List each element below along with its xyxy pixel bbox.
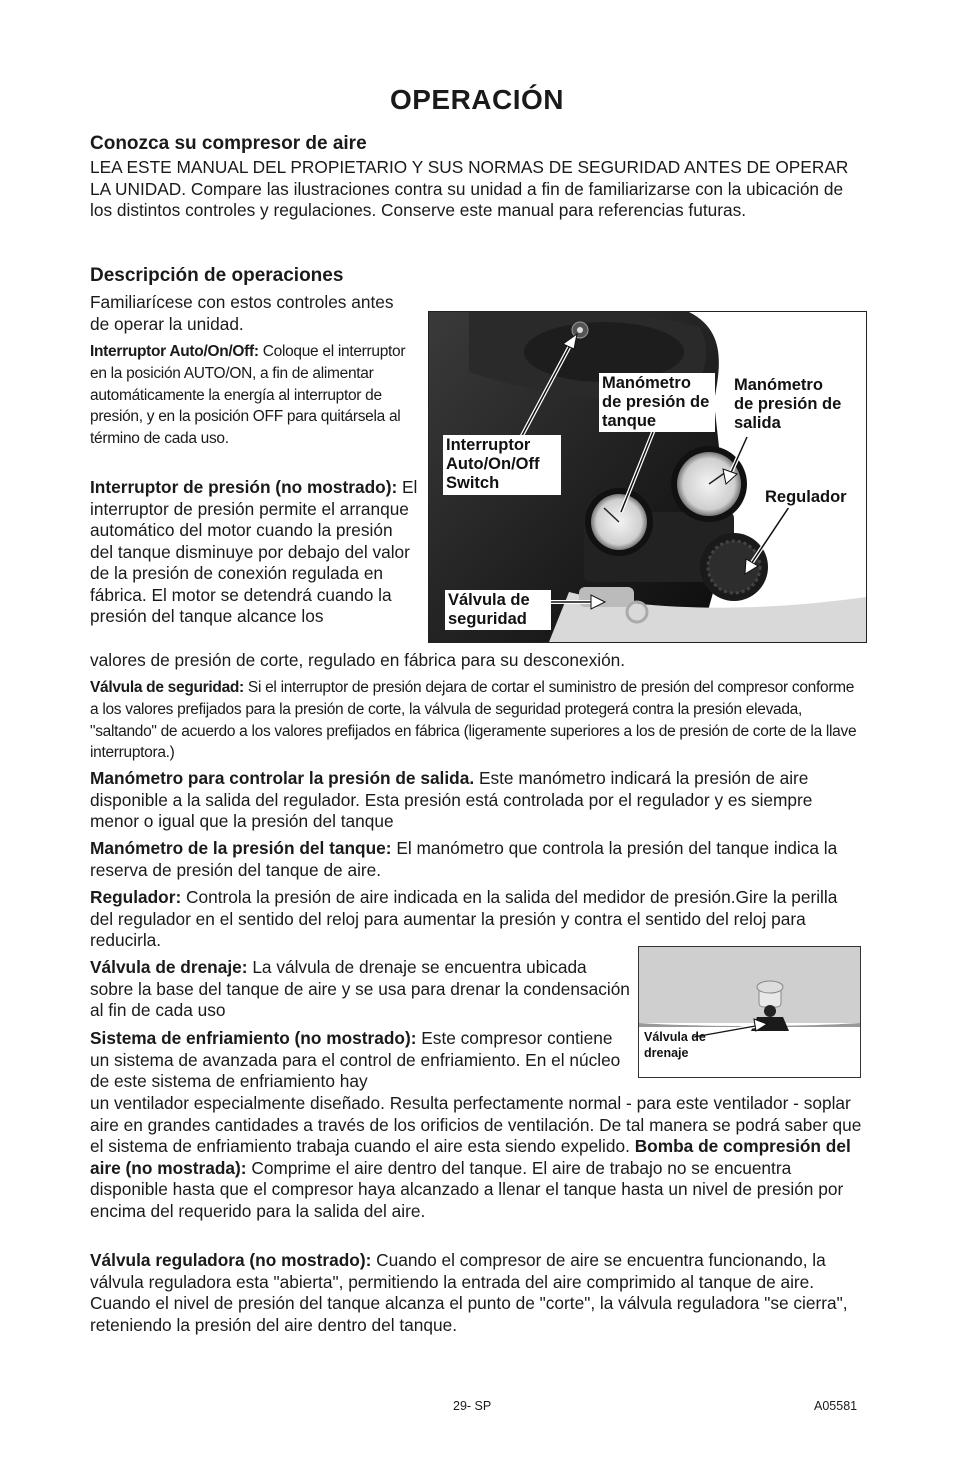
pressure-switch-paragraph — [90, 477, 420, 628]
compressor-photo — [428, 311, 867, 643]
auto-switch-text: Coloque el interruptor en la posición AUTO/ON, a fin de alimentar automáticamente la energía al interruptor de presión, y en la posición OFF para quitársela al término de cada uso. — [90, 343, 406, 448]
pressure-switch-term: Interruptor de presión (no mostrado): — [90, 477, 398, 497]
drain-valve-label: Válvula de drenaje — [644, 1030, 706, 1060]
section-heading-operations: Descripción de operaciones — [90, 265, 344, 286]
pressure-switch-continuation: valores de presión de corte, regulado en fábrica para su desconexión. — [90, 650, 626, 670]
document-code: A05581 — [814, 1399, 858, 1413]
section-heading-know-compressor: Conozca su compresor de aire — [90, 133, 367, 154]
tank-gauge-label: Manómetro de presión de tanque — [599, 373, 715, 432]
check-valve-term: Válvula reguladora (no mostrado): — [90, 1250, 372, 1270]
cooling-continuation — [90, 1093, 865, 1222]
operations-intro: Familiarícese con estos controles antes de operar la unidad. — [90, 292, 394, 334]
pump-term: Bomba de compresión del aire (no mostrada): — [90, 1136, 851, 1178]
outlet-gauge-label: Manómetro de presión de salida — [731, 375, 847, 434]
page-number: 29- SP — [453, 1399, 492, 1413]
pump-text: Comprime el aire dentro del tanque. El aire de trabajo no se encuentra disponible hasta que el compresor haya alcanzado a llenar el tanque hasta un nivel de presión por encima del requerido para la salida del aire. — [90, 1157, 844, 1221]
tank-gauge-paragraph — [90, 838, 865, 881]
cooling-text: Este compresor contiene un sistema de avanzada para el control de enfriamiento. En el núcleo de este sistema de enfriamiento hay — [90, 1028, 621, 1091]
safety-valve-label: Válvula de seguridad — [445, 590, 551, 630]
outlet-gauge-paragraph — [90, 768, 865, 833]
intro-paragraph: LEA ESTE MANUAL DEL PROPIETARIO Y SUS NORMAS DE SEGURIDAD ANTES DE OPERAR LA UNIDAD. Compare las ilustraciones contra su unidad a fin de familiarizarse con la ubicación de los distintos controles y regulaciones. Conserve este manual para referencias futuras. — [90, 157, 849, 220]
regulator-text: Controla la presión de aire indicada en la salida del medidor de presión.Gire la perilla del regulador en el sentido del reloj para aumentar la presión y contra el sentido del reloj para reducirla. — [90, 887, 838, 950]
check-valve-paragraph — [90, 1250, 865, 1336]
drain-valve-paragraph — [90, 957, 630, 1022]
safety-valve-paragraph — [90, 677, 865, 764]
auto-switch-paragraph — [90, 341, 420, 450]
safety-valve-term: Válvula de seguridad: — [90, 679, 244, 696]
regulator-label: Regulador — [762, 487, 850, 508]
regulator-paragraph — [90, 887, 865, 952]
outlet-gauge-text: Este manómetro indicará la presión de aire disponible a la salida del regulador. Esta presión está controlada por el regulador y es siempre menor o igual que la presión del tanque — [90, 768, 813, 831]
outlet-gauge-term: Manómetro para controlar la presión de salida. — [90, 768, 475, 788]
cooling-continuation-text: un ventilador especialmente diseñado. Resulta perfectamente normal - para este ventilador - soplar aire en grandes cantidades a través de los orificios de ventilación. De tal manera se podrá saber que el sistema de enfriamiento trabaja cuando el aire esta siendo expelido. — [90, 1093, 862, 1156]
page-title: OPERACIÓN — [389, 84, 565, 115]
tank-gauge-text: El manómetro que controla la presión del tanque indica la reserva de presión del tanque de aire. — [90, 838, 838, 880]
cooling-term: Sistema de enfriamiento (no mostrado): — [90, 1028, 417, 1048]
pressure-switch-text: El interruptor de presión permite el arranque automático del motor cuando la presión del tanque disminuye por debajo del valor de la presión de conexión regulada en fábrica. El motor se detendrá cuando la presión del tanque alcance los — [90, 477, 418, 626]
switch-label: Interruptor Auto/On/Off Switch — [443, 435, 561, 495]
regulator-term: Regulador: — [90, 887, 182, 907]
tank-gauge-term: Manómetro de la presión del tanque: — [90, 838, 392, 858]
drain-valve-photo — [638, 946, 861, 1078]
drain-valve-term: Válvula de drenaje: — [90, 957, 248, 977]
drain-valve-text: La válvula de drenaje se encuentra ubicada sobre la base del tanque de aire y se usa para drenar la condensación al fin de cada uso — [90, 957, 630, 1020]
cooling-paragraph — [90, 1028, 635, 1093]
auto-switch-term: Interruptor Auto/On/Off: — [90, 343, 259, 360]
check-valve-text: Cuando el compresor de aire se encuentra funcionando, la válvula reguladora esta "abierta", permitiendo la entrada del aire comprimido al tanque de aire. Cuando el nivel de presión del tanque alcanza el punto de "corte", la válvula reguladora "se cierra", reteniendo la presión del aire dentro del tanque. — [90, 1250, 848, 1335]
safety-valve-text: Si el interruptor de presión dejara de cortar el suministro de presión del compresor conforme a los valores prefijados para la presión de corte, la válvula de seguridad protegerá contra la presión elevada, "saltando" de acuerdo a los valores prefijados en fábrica (ligeramente superiores a los de presión de corte de la llave interruptora.) — [90, 679, 857, 762]
